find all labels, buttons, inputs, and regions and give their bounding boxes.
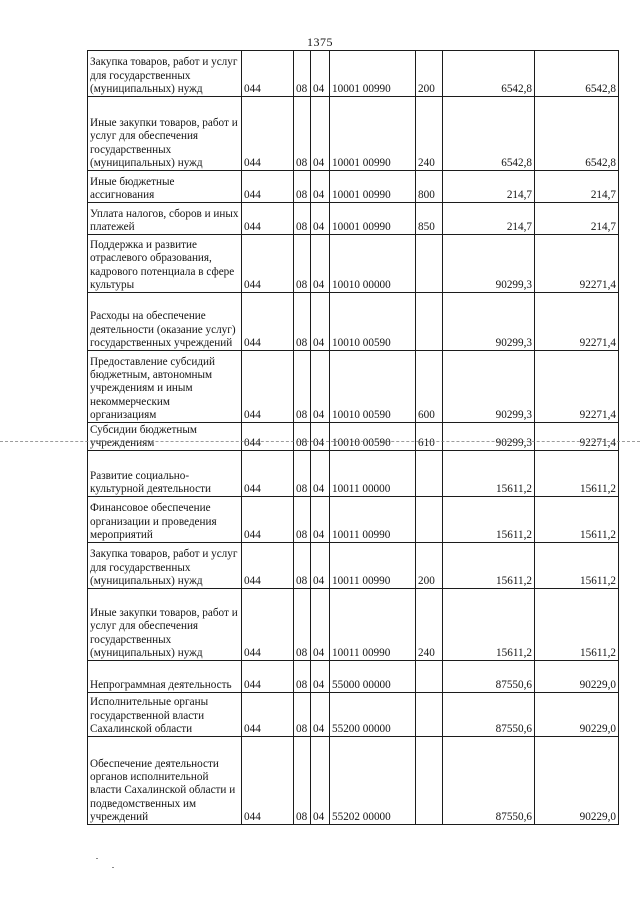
scan-fold-line — [0, 441, 640, 442]
cell-v1: 6542,8 — [443, 51, 535, 97]
cell-v2: 15611,2 — [535, 497, 619, 543]
cell-csr: 10010 00000 — [330, 235, 416, 293]
cell-v1: 90299,3 — [443, 293, 535, 351]
cell-csr: 10011 00990 — [330, 497, 416, 543]
table-row — [88, 423, 619, 451]
cell-v2: 92271,4 — [535, 351, 619, 423]
cell-v1: 87550,6 — [443, 693, 535, 737]
table-row — [88, 171, 619, 203]
cell-rz: 08 — [294, 171, 311, 203]
cell-csr: 10010 00590 — [330, 351, 416, 423]
table-row — [88, 497, 619, 543]
cell-name: Уплата налогов, сборов и иных платежей — [88, 203, 242, 235]
cell-v2: 214,7 — [535, 203, 619, 235]
cell-v2: 214,7 — [535, 171, 619, 203]
cell-gr: 044 — [242, 51, 294, 97]
cell-pr: 04 — [311, 693, 330, 737]
cell-gr: 044 — [242, 451, 294, 497]
cell-pr: 04 — [311, 203, 330, 235]
cell-v2: 92271,4 — [535, 235, 619, 293]
cell-v1: 15611,2 — [443, 451, 535, 497]
cell-v2: 90229,0 — [535, 737, 619, 825]
table-row — [88, 543, 619, 589]
cell-vr — [416, 737, 443, 825]
cell-rz: 08 — [294, 423, 311, 451]
cell-v1: 90299,3 — [443, 351, 535, 423]
cell-v2: 6542,8 — [535, 97, 619, 171]
cell-rz: 08 — [294, 293, 311, 351]
cell-pr: 04 — [311, 497, 330, 543]
cell-csr: 10001 00990 — [330, 51, 416, 97]
cell-vr: 200 — [416, 51, 443, 97]
cell-name: Иные бюджетные ассигнования — [88, 171, 242, 203]
cell-pr: 04 — [311, 97, 330, 171]
cell-rz: 08 — [294, 451, 311, 497]
table-row — [88, 203, 619, 235]
cell-vr — [416, 693, 443, 737]
cell-rz: 08 — [294, 203, 311, 235]
cell-gr: 044 — [242, 171, 294, 203]
cell-pr: 04 — [311, 51, 330, 97]
cell-v2: 90229,0 — [535, 661, 619, 693]
cell-rz: 08 — [294, 351, 311, 423]
cell-vr: 850 — [416, 203, 443, 235]
cell-csr: 10001 00990 — [330, 171, 416, 203]
cell-pr: 04 — [311, 737, 330, 825]
cell-v1: 214,7 — [443, 171, 535, 203]
cell-gr: 044 — [242, 693, 294, 737]
cell-v1: 6542,8 — [443, 97, 535, 171]
table-row — [88, 293, 619, 351]
cell-gr: 044 — [242, 661, 294, 693]
cell-rz: 08 — [294, 97, 311, 171]
cell-csr: 10001 00990 — [330, 203, 416, 235]
cell-gr: 044 — [242, 423, 294, 451]
cell-csr: 55200 00000 — [330, 693, 416, 737]
cell-csr: 55000 00000 — [330, 661, 416, 693]
cell-name: Поддержка и развитие отраслевого образования, кадрового потенциала в сфере культуры — [88, 235, 242, 293]
cell-pr: 04 — [311, 423, 330, 451]
cell-name: Иные закупки товаров, работ и услуг для обеспечения государственных (муниципальных) нужд — [88, 589, 242, 661]
cell-v1: 90299,3 — [443, 235, 535, 293]
cell-rz: 08 — [294, 235, 311, 293]
cell-vr — [416, 451, 443, 497]
cell-rz: 08 — [294, 661, 311, 693]
cell-rz: 08 — [294, 543, 311, 589]
cell-gr: 044 — [242, 235, 294, 293]
cell-csr: 10010 00590 — [330, 293, 416, 351]
cell-csr: 10010 00590 — [330, 423, 416, 451]
cell-vr — [416, 235, 443, 293]
table-row — [88, 97, 619, 171]
cell-gr: 044 — [242, 351, 294, 423]
cell-name: Развитие социально-культурной деятельности — [88, 451, 242, 497]
cell-name: Финансовое обеспечение организации и проведения мероприятий — [88, 497, 242, 543]
cell-csr: 10001 00990 — [330, 97, 416, 171]
cell-vr: 240 — [416, 589, 443, 661]
scan-speck — [96, 858, 98, 859]
cell-rz: 08 — [294, 589, 311, 661]
table-row — [88, 737, 619, 825]
cell-v2: 15611,2 — [535, 451, 619, 497]
table-row — [88, 661, 619, 693]
cell-vr: 610 — [416, 423, 443, 451]
cell-pr: 04 — [311, 351, 330, 423]
cell-v1: 15611,2 — [443, 543, 535, 589]
cell-pr: 04 — [311, 451, 330, 497]
scan-speck — [112, 867, 114, 868]
cell-v2: 92271,4 — [535, 293, 619, 351]
cell-name: Предоставление субсидий бюджетным, автономным учреждениям и иным некоммерческим организациям — [88, 351, 242, 423]
cell-name: Расходы на обеспечение деятельности (оказание услуг) государственных учреждений — [88, 293, 242, 351]
cell-pr: 04 — [311, 171, 330, 203]
table-row — [88, 235, 619, 293]
cell-v2: 90229,0 — [535, 693, 619, 737]
cell-rz: 08 — [294, 51, 311, 97]
table-row — [88, 451, 619, 497]
cell-gr: 044 — [242, 97, 294, 171]
cell-gr: 044 — [242, 203, 294, 235]
budget-table — [87, 50, 619, 825]
cell-vr: 240 — [416, 97, 443, 171]
cell-vr — [416, 661, 443, 693]
cell-v2: 15611,2 — [535, 543, 619, 589]
cell-name: Закупка товаров, работ и услуг для государственных (муниципальных) нужд — [88, 543, 242, 589]
cell-pr: 04 — [311, 293, 330, 351]
cell-v2: 15611,2 — [535, 589, 619, 661]
cell-v1: 15611,2 — [443, 589, 535, 661]
cell-gr: 044 — [242, 293, 294, 351]
table-row — [88, 589, 619, 661]
page-number: 1375 — [307, 35, 333, 49]
cell-pr: 04 — [311, 235, 330, 293]
cell-vr — [416, 497, 443, 543]
cell-name: Непрограммная деятельность — [88, 661, 242, 693]
cell-gr: 044 — [242, 589, 294, 661]
cell-name: Обеспечение деятельности органов исполнительной власти Сахалинской области и подведомственных им учреждений — [88, 737, 242, 825]
cell-gr: 044 — [242, 737, 294, 825]
cell-v1: 15611,2 — [443, 497, 535, 543]
cell-vr: 600 — [416, 351, 443, 423]
cell-rz: 08 — [294, 693, 311, 737]
cell-v1: 214,7 — [443, 203, 535, 235]
cell-v1: 87550,6 — [443, 737, 535, 825]
cell-vr — [416, 293, 443, 351]
cell-v2: 6542,8 — [535, 51, 619, 97]
cell-v1: 87550,6 — [443, 661, 535, 693]
cell-gr: 044 — [242, 543, 294, 589]
cell-csr: 10011 00990 — [330, 589, 416, 661]
cell-name: Исполнительные органы государственной власти Сахалинской области — [88, 693, 242, 737]
cell-v1: 90299,3 — [443, 423, 535, 451]
table-row — [88, 693, 619, 737]
cell-v2: 92271,4 — [535, 423, 619, 451]
cell-csr: 10011 00990 — [330, 543, 416, 589]
cell-csr: 55202 00000 — [330, 737, 416, 825]
cell-pr: 04 — [311, 661, 330, 693]
cell-vr: 200 — [416, 543, 443, 589]
cell-name: Закупка товаров, работ и услуг для государственных (муниципальных) нужд — [88, 51, 242, 97]
cell-pr: 04 — [311, 589, 330, 661]
cell-gr: 044 — [242, 497, 294, 543]
table-row — [88, 51, 619, 97]
table-row — [88, 351, 619, 423]
cell-vr: 800 — [416, 171, 443, 203]
cell-name: Иные закупки товаров, работ и услуг для обеспечения государственных (муниципальных) нужд — [88, 97, 242, 171]
cell-pr: 04 — [311, 543, 330, 589]
cell-name: Субсидии бюджетным учреждениям — [88, 423, 242, 451]
cell-csr: 10011 00000 — [330, 451, 416, 497]
cell-rz: 08 — [294, 497, 311, 543]
cell-rz: 08 — [294, 737, 311, 825]
